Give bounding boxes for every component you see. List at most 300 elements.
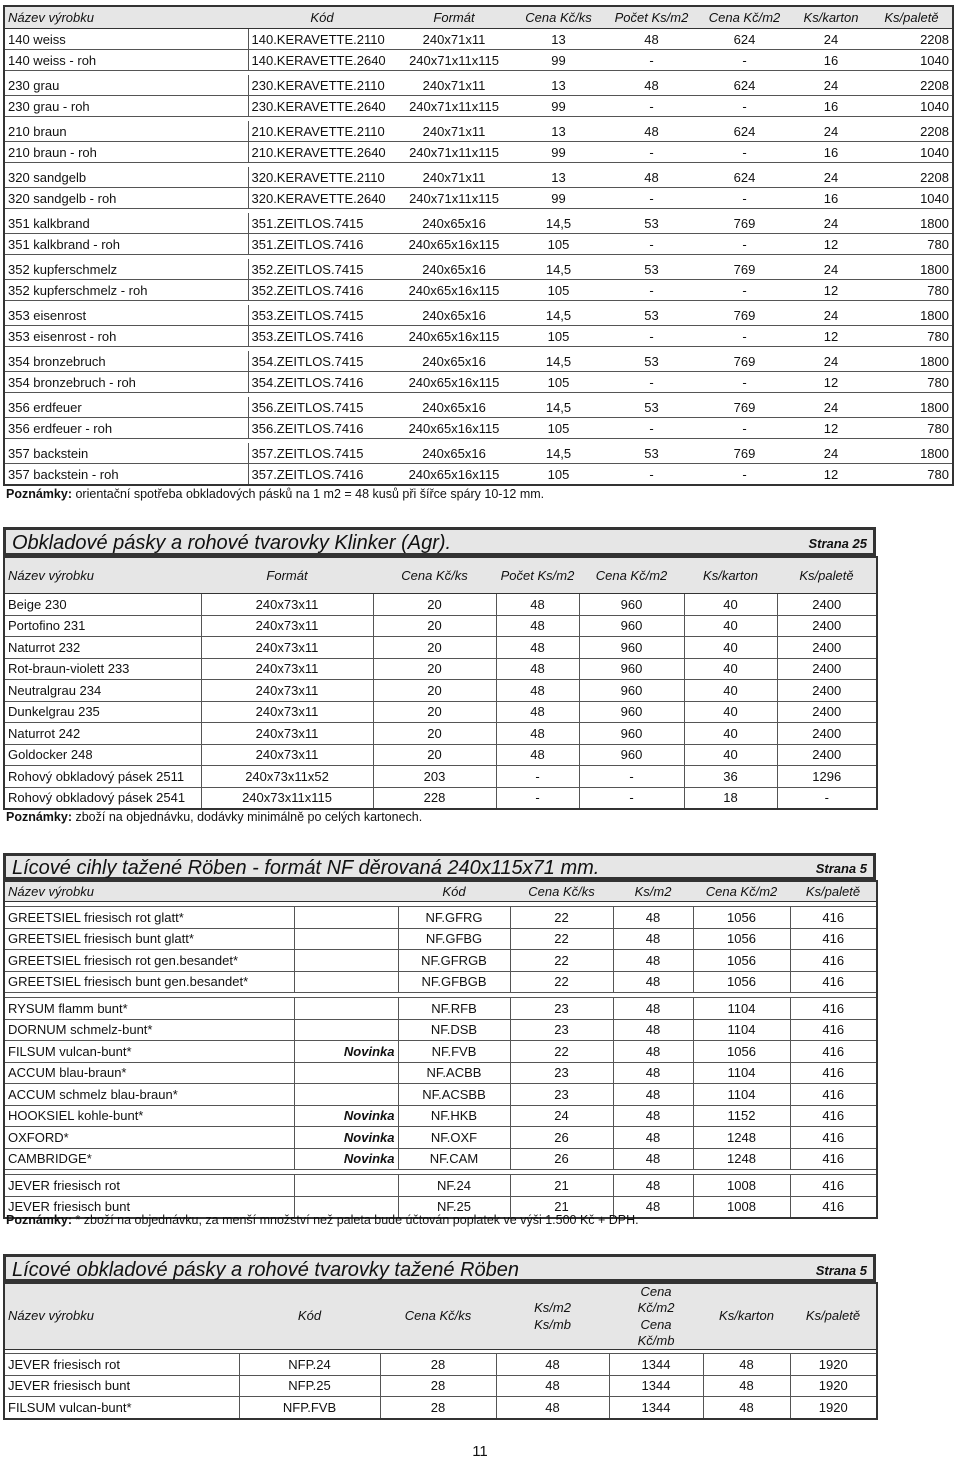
table-cell: 240x71x11 (396, 75, 512, 96)
table-cell: 416 (790, 998, 877, 1020)
table-cell: 13 (512, 75, 605, 96)
table-cell: 20 (373, 658, 496, 680)
table-cell: 140.KERAVETTE.2640 (248, 50, 396, 71)
table-cell: 351.ZEITLOS.7415 (248, 213, 396, 234)
table-cell: 354.ZEITLOS.7415 (248, 351, 396, 372)
section-title: Lícové cihly tažené Röben - formát NF děrovaná 240x115x71 mm. (12, 857, 600, 879)
table-cell: 1056 (693, 971, 790, 993)
col-header: Cena Kč/ks (512, 6, 605, 29)
table-cell: 354 bronzebruch (4, 351, 248, 372)
table-cell: 2208 (871, 75, 953, 96)
table-cell: Rohový obkladový pásek 2541 (4, 787, 201, 809)
table-cell: 1040 (871, 96, 953, 117)
table-cell: 20 (373, 701, 496, 723)
table-cell: 13 (512, 29, 605, 50)
table-row (4, 1397, 877, 1419)
table-cell: 48 (613, 1084, 693, 1106)
table-cell: Rot-braun-violett 233 (4, 658, 201, 680)
table-cell: 1152 (693, 1105, 790, 1127)
table-cell: 1056 (693, 950, 790, 972)
table-cell: - (605, 96, 698, 117)
table-cell: 1920 (790, 1375, 877, 1397)
table-cell: - (605, 50, 698, 71)
table-row (4, 615, 877, 637)
table-cell: 240x73x11 (201, 594, 373, 616)
table-row (4, 259, 953, 280)
table-body (4, 594, 877, 810)
table-cell: 240x65x16 (396, 213, 512, 234)
table-cell: 1248 (693, 1148, 790, 1170)
table-cell: GREETSIEL friesisch rot gen.besandet* (4, 950, 294, 972)
table-row (4, 1127, 877, 1149)
table-cell: 48 (496, 744, 579, 766)
table-cell: 99 (512, 50, 605, 71)
table-row (4, 188, 953, 209)
table-cell: 352.ZEITLOS.7416 (248, 280, 396, 301)
page-ref: Strana 5 (815, 1263, 867, 1278)
table-cell: 48 (703, 1354, 790, 1376)
table-cell: 18 (684, 787, 777, 809)
page-ref: Strana 25 (808, 536, 867, 551)
table-cell: 16 (791, 50, 871, 71)
table-cell: 12 (791, 372, 871, 393)
table-cell: JEVER friesisch rot (4, 1175, 294, 1197)
table-cell: 357.ZEITLOS.7415 (248, 443, 396, 464)
table-cell: NF.DSB (398, 1019, 510, 1041)
table-row (4, 142, 953, 163)
table-row (4, 280, 953, 301)
col-header: Počet Ks/m2 (496, 557, 579, 594)
table-cell: 48 (496, 723, 579, 745)
table-cell: 354.ZEITLOS.7416 (248, 372, 396, 393)
table-cell: - (698, 326, 791, 347)
table-row (4, 1041, 877, 1063)
table-cell: 1800 (871, 397, 953, 418)
table-cell: 769 (698, 443, 791, 464)
table-cell: 240x65x16x115 (396, 326, 512, 347)
table-row (4, 1062, 877, 1084)
section-title: Obkladové pásky a rohové tvarovky Klinker (Agr). (12, 532, 452, 554)
table-cell: 40 (684, 680, 777, 702)
table-cell: NF.FVB (398, 1041, 510, 1063)
table-cell: Goldocker 248 (4, 744, 201, 766)
table-cell: 1800 (871, 259, 953, 280)
table-cell: JEVER friesisch bunt (4, 1196, 294, 1218)
table-cell: - (698, 188, 791, 209)
table-cell: 320 sandgelb - roh (4, 188, 248, 209)
table-cell: 353 eisenrost (4, 305, 248, 326)
table-cell: 24 (791, 305, 871, 326)
table-cell: 416 (790, 928, 877, 950)
table-row (4, 96, 953, 117)
table-cell: 960 (579, 723, 684, 745)
table-cell: ACCUM blau-braun* (4, 1062, 294, 1084)
table-cell: 416 (790, 1127, 877, 1149)
table-cell: 416 (790, 1175, 877, 1197)
table-cell: NF.ACSBB (398, 1084, 510, 1106)
table-cell: 48 (703, 1397, 790, 1419)
table-cell: NF.HKB (398, 1105, 510, 1127)
table-cell: 140 weiss (4, 29, 248, 50)
table-cell: 353.ZEITLOS.7416 (248, 326, 396, 347)
table-cell: 48 (613, 1127, 693, 1149)
table-cell: 356 erdfeuer (4, 397, 248, 418)
note-text: orientační spotřeba obkladových pásků na 1 m2 = 48 kusů při šířce spáry 10-12 mm. (72, 487, 545, 501)
table-body (4, 1350, 877, 1419)
table-cell: 1800 (871, 351, 953, 372)
table-cell: 53 (605, 443, 698, 464)
col-header: Cena Kč/m2 Cena Kč/mb (609, 1283, 703, 1350)
table-cell: 960 (579, 637, 684, 659)
table-cell: - (698, 464, 791, 486)
table-cell: 416 (790, 1148, 877, 1170)
table-cell: 1920 (790, 1354, 877, 1376)
table-cell: Novinka (294, 1148, 398, 1170)
table-cell: NF.GFRGB (398, 950, 510, 972)
table-cell: 230 grau - roh (4, 96, 248, 117)
table-row (4, 1084, 877, 1106)
table-cell: 351.ZEITLOS.7416 (248, 234, 396, 255)
table-cell: 1104 (693, 1084, 790, 1106)
note (6, 1213, 639, 1227)
table-cell: 240x71x11 (396, 29, 512, 50)
table-cell: NF.RFB (398, 998, 510, 1020)
table-cell: 320 sandgelb (4, 167, 248, 188)
table-cell: - (698, 50, 791, 71)
table-cell: 48 (496, 658, 579, 680)
table-cell (294, 1084, 398, 1106)
table-cell: 16 (791, 96, 871, 117)
table-cell: 20 (373, 723, 496, 745)
table-cell: 48 (613, 907, 693, 929)
table-header (4, 881, 877, 902)
table-cell: 48 (496, 680, 579, 702)
note-text: zboží na objednávku, dodávky minimálně po celých kartonech. (72, 810, 423, 824)
table-cell: 48 (496, 594, 579, 616)
table-cell: 416 (790, 1196, 877, 1218)
col-header: Kód (248, 6, 396, 29)
table-cell: - (605, 280, 698, 301)
table-cell (294, 928, 398, 950)
table-cell: NF.GFRG (398, 907, 510, 929)
table-cell: 48 (703, 1375, 790, 1397)
table-row (4, 351, 953, 372)
table-cell: 1296 (777, 766, 877, 788)
table-cell: - (605, 234, 698, 255)
table-cell: Dunkelgrau 235 (4, 701, 201, 723)
table-cell: 240x71x11 (396, 121, 512, 142)
section-title-bar (3, 853, 876, 880)
table-cell: 351 kalkbrand (4, 213, 248, 234)
table-cell: 1800 (871, 305, 953, 326)
table-cell: 24 (510, 1105, 613, 1127)
table-cell: 24 (791, 213, 871, 234)
table-cell: 1344 (609, 1397, 703, 1419)
table-cell: OXFORD* (4, 1127, 294, 1149)
table-cell: 356.ZEITLOS.7416 (248, 418, 396, 439)
table-cell: 356 erdfeuer - roh (4, 418, 248, 439)
table-cell: 1920 (790, 1397, 877, 1419)
table-row (4, 121, 953, 142)
col-header: Název výrobku (4, 1283, 239, 1350)
table-cell: - (698, 234, 791, 255)
table-cell: FILSUM vulcan-bunt* (4, 1397, 239, 1419)
table-cell: NF.OXF (398, 1127, 510, 1149)
table-cell: 320.KERAVETTE.2110 (248, 167, 396, 188)
table-cell: 780 (871, 464, 953, 486)
table-cell: 230.KERAVETTE.2640 (248, 96, 396, 117)
table-cell: 20 (373, 744, 496, 766)
table-cell: 48 (496, 1397, 609, 1419)
col-header: Ks/karton (703, 1283, 790, 1350)
table-row (4, 594, 877, 616)
table-cell: - (579, 766, 684, 788)
table-cell: 240x73x11 (201, 615, 373, 637)
table-cell: 769 (698, 259, 791, 280)
table-cell: 16 (791, 188, 871, 209)
table-cell: 24 (791, 167, 871, 188)
table-cell: 48 (496, 701, 579, 723)
table-cell: 780 (871, 418, 953, 439)
table-cell: - (496, 766, 579, 788)
table-cell: 354 bronzebruch - roh (4, 372, 248, 393)
table-cell: 40 (684, 723, 777, 745)
table-row (4, 680, 877, 702)
note-label: Poznámky: (6, 1213, 72, 1227)
table-row (4, 766, 877, 788)
table-cell: 320.KERAVETTE.2640 (248, 188, 396, 209)
col-header: Ks/paletě (871, 6, 953, 29)
table-cell: 210 braun - roh (4, 142, 248, 163)
table-row (4, 787, 877, 809)
table-cell: 240x71x11 (396, 167, 512, 188)
note-label: Poznámky: (6, 487, 72, 501)
table-cell: Naturrot 242 (4, 723, 201, 745)
table-cell: 1344 (609, 1375, 703, 1397)
col-header: Název výrobku (4, 557, 201, 594)
table-cell: JEVER friesisch bunt (4, 1375, 239, 1397)
table-cell: 48 (496, 1354, 609, 1376)
table-row (4, 744, 877, 766)
table-cell: 24 (791, 121, 871, 142)
table-cell: 48 (613, 1175, 693, 1197)
table-cell: 14,5 (512, 259, 605, 280)
table-cell: CAMBRIDGE* (4, 1148, 294, 1170)
table-cell: 780 (871, 234, 953, 255)
table-cell: 48 (605, 121, 698, 142)
table-cell: 40 (684, 744, 777, 766)
col-header: Formát (201, 557, 373, 594)
table-row (4, 213, 953, 234)
table-row (4, 326, 953, 347)
table-cell: 99 (512, 188, 605, 209)
table-cell: 1248 (693, 1127, 790, 1149)
table-cell: 240x65x16x115 (396, 234, 512, 255)
col-header: Ks/paletě (777, 557, 877, 594)
table-row (4, 928, 877, 950)
table-row (4, 234, 953, 255)
table-cell: 48 (613, 1041, 693, 1063)
table-cell: Novinka (294, 1127, 398, 1149)
table-cell: - (605, 188, 698, 209)
table-cell: 2400 (777, 594, 877, 616)
table-cell: 240x73x11 (201, 744, 373, 766)
table-cell: 28 (380, 1375, 496, 1397)
table-cell: 48 (613, 998, 693, 1020)
table-cell: 1344 (609, 1354, 703, 1376)
table-cell: 14,5 (512, 397, 605, 418)
table-cell: NFP.24 (239, 1354, 380, 1376)
table-cell: RYSUM flamm bunt* (4, 998, 294, 1020)
table-cell (294, 1062, 398, 1084)
table-cell: 1104 (693, 1062, 790, 1084)
table-cell: 20 (373, 594, 496, 616)
table-cell: Novinka (294, 1105, 398, 1127)
table-cell: 2400 (777, 744, 877, 766)
table-cell: - (496, 787, 579, 809)
table-cell: 228 (373, 787, 496, 809)
col-header: Ks/m2 Ks/mb (496, 1283, 609, 1350)
table-cell: 357.ZEITLOS.7416 (248, 464, 396, 486)
section-title-bar (3, 1254, 876, 1282)
table-cell: 53 (605, 397, 698, 418)
table-cell: 416 (790, 1062, 877, 1084)
table-cell: - (605, 464, 698, 486)
table-cell: 13 (512, 121, 605, 142)
note-text: * zboží na objednávku, za menší množství než paleta bude účtován poplatek ve výši 1.500 Kč + DPH. (72, 1213, 639, 1227)
table-row (4, 1105, 877, 1127)
table-cell: 2400 (777, 637, 877, 659)
table-cell: - (698, 96, 791, 117)
table-cell: 1104 (693, 998, 790, 1020)
table-row (4, 397, 953, 418)
table-cell: Rohový obkladový pásek 2511 (4, 766, 201, 788)
table-cell: 24 (791, 351, 871, 372)
col-header: Ks/m2 (613, 881, 693, 902)
table-cell: 105 (512, 326, 605, 347)
col-header: Cena Kč/m2 (698, 6, 791, 29)
table-row (4, 971, 877, 993)
table-cell: 357 backstein - roh (4, 464, 248, 486)
table-cell: 40 (684, 615, 777, 637)
table-cell: 624 (698, 121, 791, 142)
table-cell: 20 (373, 637, 496, 659)
table-cell: 53 (605, 213, 698, 234)
table-cell: 240x65x16 (396, 351, 512, 372)
table-cell: 210.KERAVETTE.2640 (248, 142, 396, 163)
table-cell: - (698, 280, 791, 301)
table-cell: Novinka (294, 1041, 398, 1063)
table-row (4, 443, 953, 464)
table-row (4, 418, 953, 439)
table-cell: 240x71x11x115 (396, 50, 512, 71)
table-body (4, 29, 953, 486)
table-row (4, 1148, 877, 1170)
col-header: Ks/karton (684, 557, 777, 594)
col-header: Ks/paletě (790, 1283, 877, 1350)
table-cell: - (605, 326, 698, 347)
table-cell: GREETSIEL friesisch bunt gen.besandet* (4, 971, 294, 993)
table-cell: 24 (791, 29, 871, 50)
table-keravette-zeitlos (3, 5, 954, 486)
table-cell: 48 (605, 167, 698, 188)
table-row (4, 167, 953, 188)
col-header: Počet Ks/m2 (605, 6, 698, 29)
col-header: Název výrobku (4, 881, 294, 902)
table-cell: 769 (698, 305, 791, 326)
table-cell: 2208 (871, 29, 953, 50)
table-cell: 48 (613, 950, 693, 972)
page-ref: Strana 5 (815, 861, 867, 876)
table-cell: HOOKSIEL kohle-bunt* (4, 1105, 294, 1127)
table-cell: - (579, 787, 684, 809)
col-header: Cena Kč/ks (373, 557, 496, 594)
table-cell: Naturrot 232 (4, 637, 201, 659)
table-cell: 12 (791, 464, 871, 486)
table-cell: GREETSIEL friesisch bunt glatt* (4, 928, 294, 950)
table-cell: NF.24 (398, 1175, 510, 1197)
table-cell: 22 (510, 907, 613, 929)
table-cell: 240x71x11x115 (396, 188, 512, 209)
table-cell: 48 (605, 75, 698, 96)
table-cell: 416 (790, 1105, 877, 1127)
table-cell: 352.ZEITLOS.7415 (248, 259, 396, 280)
col-header: Název výrobku (4, 6, 248, 29)
table-cell (294, 971, 398, 993)
table-cell: NF.CAM (398, 1148, 510, 1170)
table-cell: 240x65x16 (396, 259, 512, 280)
table-cell: 240x65x16 (396, 443, 512, 464)
table-cell: 26 (510, 1127, 613, 1149)
table-cell: 53 (605, 259, 698, 280)
table-cell: 48 (613, 1062, 693, 1084)
table-cell: 2208 (871, 121, 953, 142)
table-cell: 356.ZEITLOS.7415 (248, 397, 396, 418)
table-cell: NF.GFBGB (398, 971, 510, 993)
table-row (4, 1019, 877, 1041)
table-row (4, 723, 877, 745)
table-cell: 2400 (777, 658, 877, 680)
section-title-bar (3, 527, 876, 556)
table-cell: 780 (871, 326, 953, 347)
table-row (4, 1175, 877, 1197)
table-cell: 48 (496, 615, 579, 637)
table-cell: 48 (613, 1105, 693, 1127)
table-cell: 210 braun (4, 121, 248, 142)
table-cell: 48 (613, 1019, 693, 1041)
table-cell: 105 (512, 234, 605, 255)
table-cell (294, 1019, 398, 1041)
table-cell: 1040 (871, 188, 953, 209)
table-cell: 48 (605, 29, 698, 50)
table-cell: 22 (510, 928, 613, 950)
table-cell: 24 (791, 397, 871, 418)
table-cell: 353 eisenrost - roh (4, 326, 248, 347)
table-cell: 40 (684, 637, 777, 659)
table-cell (294, 950, 398, 972)
table-header (4, 6, 953, 29)
page-number: 11 (472, 1443, 488, 1460)
table-cell: 105 (512, 280, 605, 301)
table-cell: NF.25 (398, 1196, 510, 1218)
table-header (4, 557, 877, 594)
table-cell: 105 (512, 372, 605, 393)
table-cell: 12 (791, 418, 871, 439)
table-cell: 14,5 (512, 213, 605, 234)
table-cell: NFP.FVB (239, 1397, 380, 1419)
table-cell: NF.ACBB (398, 1062, 510, 1084)
table-cell: 105 (512, 418, 605, 439)
